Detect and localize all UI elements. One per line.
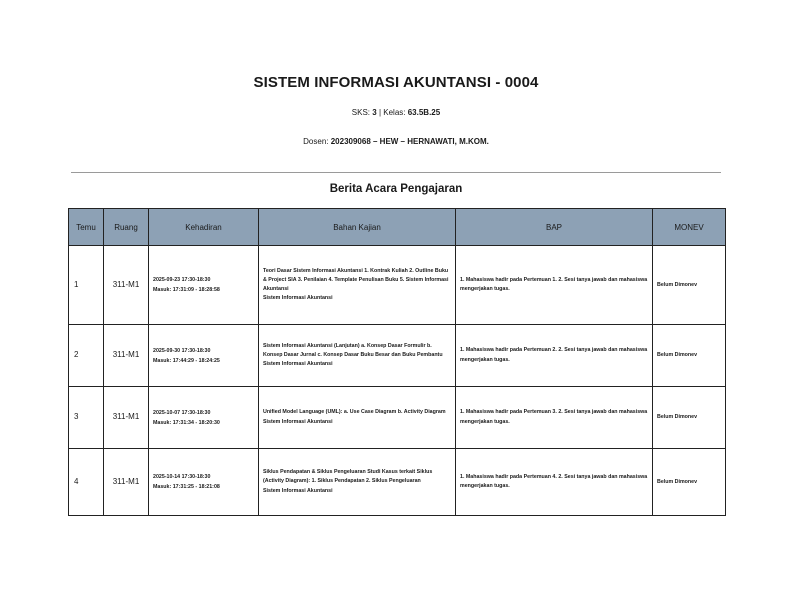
divider [71,172,721,173]
table-header-row [69,209,726,246]
col-header-bap: BAP [456,209,653,246]
cell-kehadiran [149,246,259,325]
col-header-temu: Temu [69,209,104,246]
kehadiran-masuk: Masuk: 17:31:09 - 18:28:58 [153,287,220,293]
cell-monev: Belum Dimonev [653,325,726,387]
cell-bap: 1. Mahasiswa hadir pada Pertemuan 4. 2. Sesi tanya jawab dan mahasiswa mengerjakan tugas. [456,449,653,516]
meta-separator: | [378,108,382,117]
cell-bap: 1. Mahasiswa hadir pada Pertemuan 3. 2. Sesi tanya jawab dan mahasiswa mengerjakan tugas. [456,387,653,449]
cell-temu: 1 [69,246,104,325]
kehadiran-masuk: Masuk: 17:44:29 - 18:24:25 [153,357,220,364]
col-header-monev: MONEV [653,209,726,246]
kehadiran-masuk: Masuk: 17:31:34 - 18:20:30 [153,419,220,426]
bahan-text: Unified Model Language (UML): a. Use Case Diagram b. Activity Diagram [263,409,446,416]
cell-ruang: 311-M1 [104,246,149,325]
table-row [69,449,726,516]
lecturer-meta [0,137,792,146]
bahan-sub: Sistem Informasi Akuntansi [263,295,333,302]
table-row [69,246,726,325]
bahan-text: Sistem Informasi Akuntansi (Lanjutan) a. Konsep Dasar Formulir b. Konsep Dasar Jurnal c. Konsep Dasar Buku Besar dan Buku Pembantu [263,342,443,358]
cell-temu: 4 [69,449,104,516]
col-header-kehadiran: Kehadiran [149,209,259,246]
cell-bahan-kajian [259,246,456,325]
bahan-sub: Sistem Informasi Akuntansi [263,418,333,425]
cell-ruang: 311-M1 [104,449,149,516]
kelas-label: Kelas: [383,108,406,117]
dosen-label: Dosen: [303,137,329,146]
col-header-bahan-kajian: Bahan Kajian [259,209,456,246]
kehadiran-jadwal: 2025-09-30 17:30-18:30 [153,347,211,354]
sks-value: 3 [372,108,377,117]
cell-bap: 1. Mahasiswa hadir pada Pertemuan 2. 2. Sesi tanya jawab dan mahasiswa mengerjakan tugas. [456,325,653,387]
sks-label: SKS: [351,108,371,117]
bahan-text: Teori Dasar Sistem Informasi Akuntansi 1. Kontrak Kuliah 2. Outline Buku & Project SIA 3. Penilaian 4. Template Penulisan Buku 5. Sistem Informasi Akuntansi [263,267,449,292]
cell-bahan-kajian [259,449,456,516]
table-row [69,325,726,387]
course-meta [0,108,792,117]
cell-bap: 1. Mahasiswa hadir pada Pertemuan 1. 2. Sesi tanya jawab dan mahasiswa mengerjakan tugas. [456,246,653,325]
cell-monev: Belum Dimonev [653,246,726,325]
kehadiran-jadwal: 2025-10-14 17:30-18:30 [153,474,211,480]
cell-ruang: 311-M1 [104,325,149,387]
table-row [69,387,726,449]
cell-ruang: 311-M1 [104,387,149,449]
bahan-sub: Sistem Informasi Akuntansi [263,487,333,494]
bap-table [68,208,726,516]
kelas-value: 63.5B.25 [407,108,441,117]
cell-bahan-kajian [259,325,456,387]
cell-monev: Belum Dimonev [653,387,726,449]
kehadiran-jadwal: 2025-09-23 17:30-18:30 [153,277,211,283]
col-header-ruang: Ruang [104,209,149,246]
cell-monev: Belum Dimonev [653,449,726,516]
kehadiran-masuk: Masuk: 17:31:25 - 18:21:08 [153,484,220,490]
bahan-text: Siklus Pendapatan & Siklus Pengeluaran Studi Kasus terkait Siklus (Activity Diagram): 1. Siklus Pendapatan 2. Siklus Pengeluaran [263,469,433,485]
cell-temu: 3 [69,387,104,449]
page-title: SISTEM INFORMASI AKUNTANSI - 0004 [253,74,539,91]
cell-kehadiran [149,449,259,516]
cell-bahan-kajian [259,387,456,449]
dosen-value: 202309068 – HEW – HERNAWATI, M.KOM. [330,137,489,146]
cell-kehadiran [149,387,259,449]
bahan-sub: Sistem Informasi Akuntansi [263,361,333,368]
cell-kehadiran [149,325,259,387]
kehadiran-jadwal: 2025-10-07 17:30-18:30 [153,409,211,416]
section-title: Berita Acara Pengajaran [329,183,463,195]
cell-temu: 2 [69,325,104,387]
